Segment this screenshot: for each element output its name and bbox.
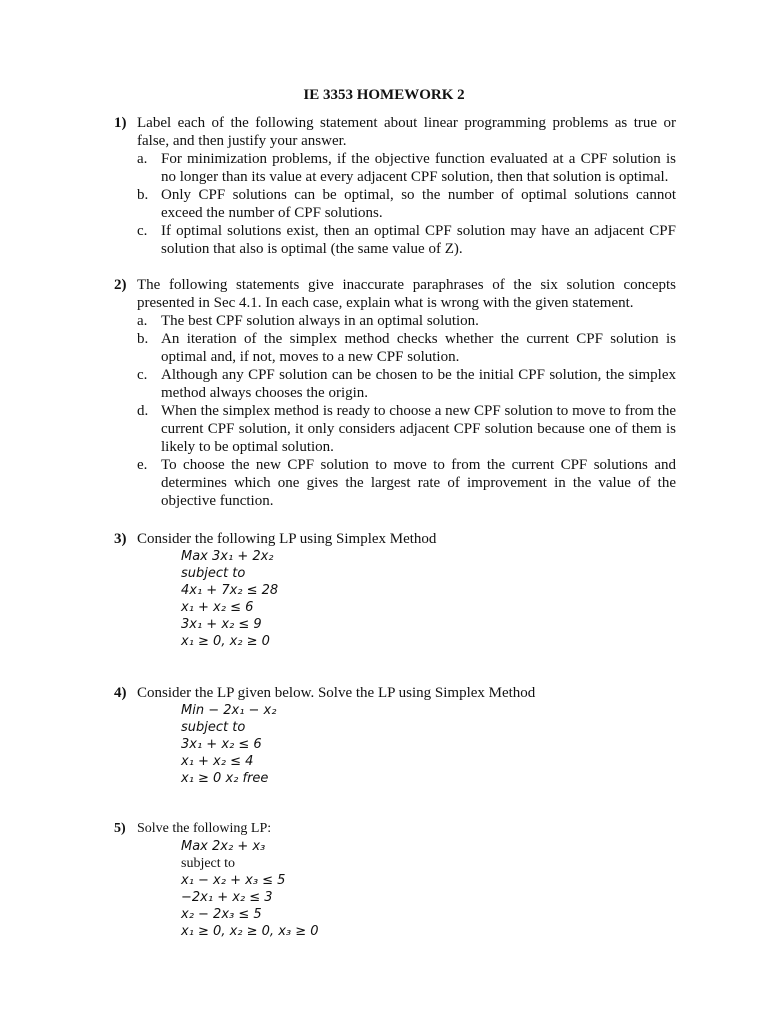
item-label: a. bbox=[137, 313, 148, 329]
item-label: d. bbox=[137, 403, 149, 419]
question-5 bbox=[114, 820, 676, 940]
list-item bbox=[137, 456, 676, 510]
item-text: An iteration of the simplex method checks whether the current CPF solution is optimal and, if not, moves to a new CPF solution. bbox=[161, 331, 676, 365]
constraint: x₁ − x₂ + x₃ ≤ 5 bbox=[181, 873, 286, 888]
item-text: If optimal solutions exist, then an optimal CPF solution may have an adjacent CPF solution that also is optimal (the same value of Z). bbox=[161, 223, 676, 257]
list-item bbox=[137, 186, 676, 222]
constraint: x₁ + x₂ ≤ 6 bbox=[181, 600, 254, 615]
list-item bbox=[137, 366, 676, 402]
constraint: x₁ + x₂ ≤ 4 bbox=[181, 754, 254, 769]
lp-model bbox=[181, 838, 676, 940]
item-label: b. bbox=[137, 331, 149, 347]
question-4 bbox=[114, 684, 676, 787]
question-number: 4) bbox=[114, 685, 127, 701]
question-number: 1) bbox=[114, 115, 127, 131]
question-3 bbox=[114, 530, 676, 650]
constraint: −2x₁ + x₂ ≤ 3 bbox=[181, 890, 273, 905]
list-item bbox=[137, 312, 676, 330]
item-text: The best CPF solution always in an optimal solution. bbox=[161, 313, 479, 329]
item-text: Only CPF solutions can be optimal, so the number of optimal solutions cannot exceed the number of CPF solutions. bbox=[161, 187, 676, 221]
item-text: When the simplex method is ready to choose a new CPF solution to move to from the current CPF solution, it only considers adjacent CPF solution because one of them is likely to be optimal solution. bbox=[161, 403, 676, 455]
list-item bbox=[137, 150, 676, 186]
question-2 bbox=[114, 276, 676, 510]
list-item bbox=[137, 222, 676, 258]
item-label: a. bbox=[137, 151, 148, 167]
constraint: 4x₁ + 7x₂ ≤ 28 bbox=[181, 583, 279, 598]
list-item bbox=[137, 330, 676, 366]
lp-model bbox=[181, 548, 676, 650]
question-number: 5) bbox=[114, 821, 126, 836]
item-text: Although any CPF solution can be chosen to be the initial CPF solution, the simplex method always chooses the origin. bbox=[161, 367, 676, 401]
question-text: Label each of the following statement about linear programming problems as true or false, and then justify your answer. bbox=[137, 115, 676, 149]
item-label: c. bbox=[137, 223, 148, 239]
constraint: x₁ ≥ 0, x₂ ≥ 0, x₃ ≥ 0 bbox=[181, 924, 319, 939]
question-text: Solve the following LP: bbox=[137, 821, 272, 836]
item-label: e. bbox=[137, 457, 148, 473]
item-label: c. bbox=[137, 367, 148, 383]
item-label: b. bbox=[137, 187, 149, 203]
objective-function: Min − 2x₁ − x₂ bbox=[181, 703, 277, 718]
lp-model bbox=[181, 702, 676, 787]
question-1 bbox=[114, 114, 676, 258]
list-item bbox=[137, 402, 676, 456]
question-number: 2) bbox=[114, 277, 127, 293]
objective-function: Max 2x₂ + x₃ bbox=[181, 839, 266, 854]
constraint: 3x₁ + x₂ ≤ 6 bbox=[181, 737, 262, 752]
constraint: x₁ ≥ 0 x₂ free bbox=[181, 771, 269, 786]
question-text: Consider the LP given below. Solve the LP using Simplex Method bbox=[137, 685, 536, 701]
question-text: Consider the following LP using Simplex Method bbox=[137, 531, 437, 547]
subject-to-label: subject to bbox=[181, 856, 236, 871]
item-text: To choose the new CPF solution to move to from the current CPF solutions and determines which one gives the largest rate of improvement in the value of the objective function. bbox=[161, 457, 676, 509]
page-title: IE 3353 HOMEWORK 2 bbox=[303, 87, 465, 103]
subject-to-label: subject to bbox=[181, 720, 246, 735]
subject-to-label: subject to bbox=[181, 566, 246, 581]
question-number: 3) bbox=[114, 531, 127, 547]
question-text: The following statements give inaccurate paraphrases of the six solution concepts presented in Sec 4.1. In each case, explain what is wrong with the given statement. bbox=[137, 277, 676, 311]
constraint: x₁ ≥ 0, x₂ ≥ 0 bbox=[181, 634, 270, 649]
constraint: 3x₁ + x₂ ≤ 9 bbox=[181, 617, 262, 632]
objective-function: Max 3x₁ + 2x₂ bbox=[181, 549, 274, 564]
constraint: x₂ − 2x₃ ≤ 5 bbox=[181, 907, 262, 922]
item-text: For minimization problems, if the objective function evaluated at a CPF solution is no longer than its value at every adjacent CPF solution, then that solution is optimal. bbox=[161, 151, 676, 185]
